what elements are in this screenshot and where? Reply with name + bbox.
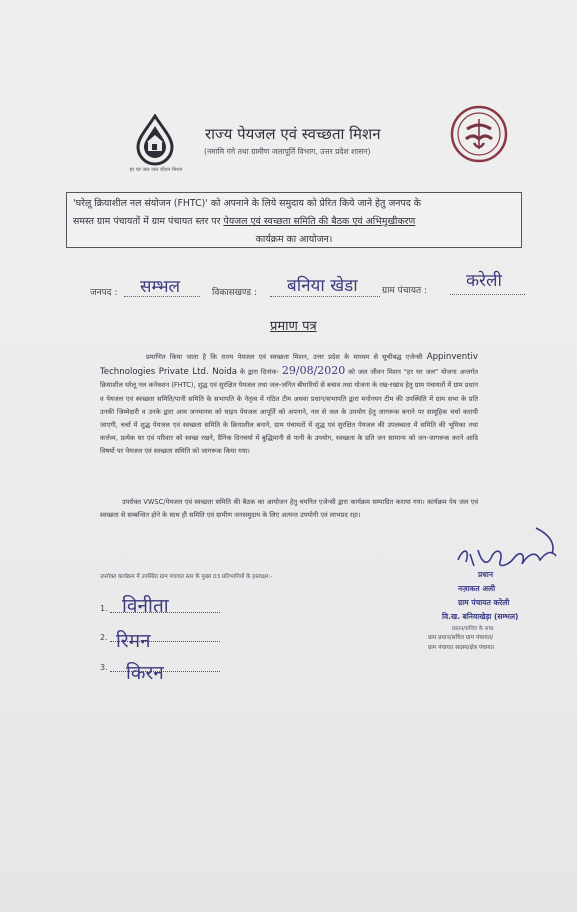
signatory-role-2: ग्राम पंचायत सदस्य/क्षेत्र पंचायत (428, 645, 494, 651)
logo-caption: हर घर जल जल जीवन मिशन (129, 167, 183, 173)
para1-text-c: को जल जीवन मिशन "हर घर जल" योजना अन्तर्गत क्रियाशील घरेलू नल कनेक्शन (FHTC), शुद्ध एवं सुरक्षित पेयजल तथा जल-जनित बीमारियों से बचाव तथा योजना के रख-रखाव हेतु ग्राम पंचायतों में ग्राम प्रधान व पेयजल एवं स्वच्छता समिति/पानी समिति के सभापति के नेतृत्व में गठित टीम अथवा प्रधान/सभापति द्वारा मनोनयन टीम की उपस्थिति में ग्राम सभा के प्रति उनकी जिम्मेदारी व उनके द्वारा आम जनमानस को घाइप पेयजल आपूर्ति को अपनाने, नल से जल के उपयोग हेतु जागरूक बनाने पर सामूहिक चर्चा करायी जाएगी, चर्चा में शुद्ध पेयजल एवं स्वच्छता समिति के क्रियाशील बनाने, ग्राम पंचायतों में शुद्ध एवं सुरक्षित पेयजल की उपलब्धता में समिति की भूमिका तथा कर्त्तव्य, प्रत्येक घर एवं परिवार को स्वच्छ रखने, दैनिक दिनचर्या में बुद्धिमानी से पानी के उपयोग, स्वच्छता के प्रति जन सामान्य को जन-जागरूक करने आदि विषयों पर पेयजल एवं स्वच्छता समिति को जागरूक किया गया। (100, 368, 479, 456)
participant-signature: रिमन (116, 630, 151, 652)
gram-panchayat-line (450, 293, 525, 295)
pradhan-signature (452, 520, 574, 578)
certificate-paragraph-2: उपरोक्त VWSC/पेयजल एवं स्वच्छता समिति की बैठक का आयोजन हेतु चयनित एजेन्सी द्वारा कार्यक्रम सम्पादित कराया गया। कार्यक्रम पेय जल एवं स्वच्छता से सम्बन्धित होने के साथ ही समिति एवं ग्रामीण जनसमुदाय के लिए अत्यन्त उपयोगी एवं लाभप्रद रहा। (100, 498, 478, 519)
jal-jeevan-mission-logo (132, 114, 178, 166)
participant-number: 3. (100, 663, 108, 672)
program-title-line2 (73, 213, 515, 231)
page-subtitle: (नमामि गंगे तथा ग्रामीण जलापूर्ति विभाग, उत्तर प्रदेश शासन) (204, 147, 371, 156)
gram-panchayat-value: करेली (466, 271, 502, 291)
up-government-emblem-icon (450, 105, 508, 163)
gram-panchayat-label: ग्राम पंचायत : (382, 286, 428, 296)
stamp-line-1: प्रधान (478, 570, 493, 579)
participant-signature: किरन (126, 662, 164, 684)
agency-name: Appinventiv Technologies Private Ltd. Noida (100, 352, 478, 378)
stamp-line-4: वि.ख. बनियाखेड़ा (सम्भल) (442, 612, 519, 621)
stamp-line-3: ग्राम पंचायत करेली (458, 598, 510, 607)
participant-signature: विनीता (122, 595, 169, 617)
stamp-line-5: प्रधान/सचिव के साथ (452, 626, 494, 632)
program-title-line2-underlined: पेयजल एवं स्वच्छता समिति की बैठक एवं अभिमुखीकरण (223, 216, 416, 227)
certificate-paragraph-1 (100, 351, 478, 459)
participants-note: उपरोक्त कार्यक्रम में उपस्थित ग्राम पंचायत स्तर के मुख्य 03 प्रतिभागियों के हस्ताक्षर:- (100, 574, 273, 580)
certificate-heading: प्रमाण पत्र (270, 319, 317, 334)
program-title-box (66, 192, 522, 248)
para1-text-b: के द्वारा दिनांक- (237, 368, 282, 377)
program-title-line2-text: समस्त ग्राम पंचायतों में ग्राम पंचायत स्तर पर (73, 216, 224, 227)
program-title-line3: कार्यक्रम का आयोजन। (255, 234, 333, 245)
para1-text-a: प्रमाणित किया जाता है कि राज्य पेयजल एवं स्वच्छता मिशन, उत्तर प्रदेश के माध्यम से सूचीबद्ध एजेन्सी (146, 353, 427, 361)
page-title: राज्य पेयजल एवं स्वच्छता मिशन (205, 125, 381, 143)
block-value: बनिया खेडा (287, 276, 358, 296)
participant-number: 1. (100, 604, 108, 613)
signatory-role-1: ग्राम प्रधान/सचिव ग्राम पंचायत/ (428, 635, 493, 641)
stamp-line-2: नज़ाकत अली (458, 584, 496, 593)
participant-number: 2. (100, 633, 108, 642)
program-title-line1: 'घरेलू क्रियाशील नल संयोजन (FHTC)' को अपनाने के लिये समुदाय को प्रेरित किये जाने हेतु जनपद के (73, 198, 421, 209)
district-value: सम्भल (140, 277, 181, 297)
meeting-date: 29/08/2020 (281, 364, 346, 378)
block-label: विकासखण्ड : (212, 288, 258, 298)
district-label: जनपद : (90, 288, 118, 298)
